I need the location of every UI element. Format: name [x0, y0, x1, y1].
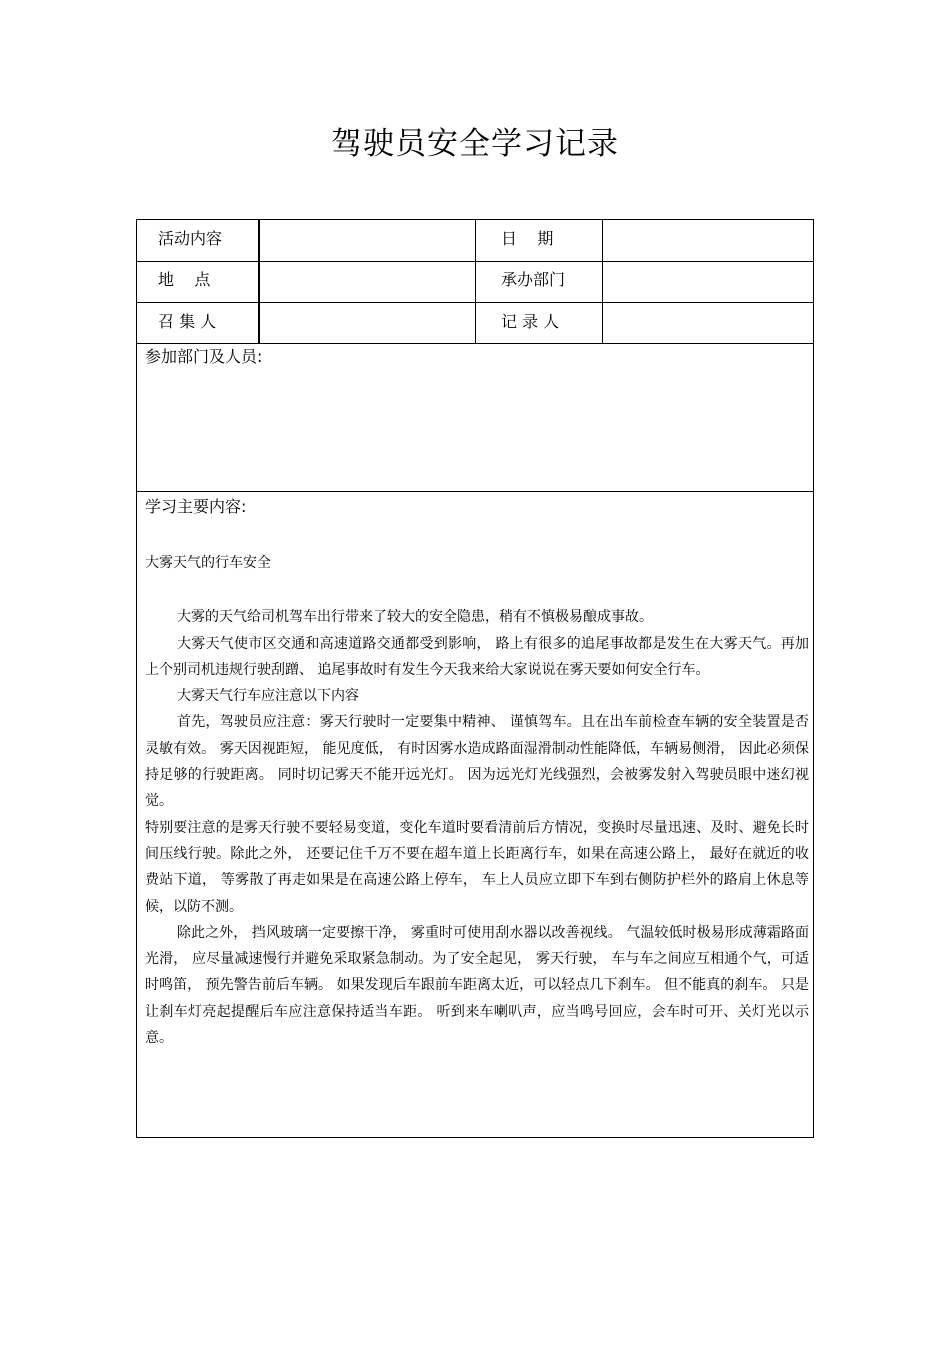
content-paragraph: 大雾天气行车应注意以下内容 [177, 688, 359, 705]
content-paragraph: 除此之外， 挡风玻璃一定要擦干净， 雾重时可使用刮水器以改善视线。 气温较低时极易形成薄霜路面光滑， 应尽量减速慢行并避免采取紧急制动。为了安全起见， 雾天行驶， 车与车之间应互相通个气，可适时鸣笛， 预先警告前后车辆。 如果发现后车跟前车距离太近，可以轻点几下刹车。 但不能真的刹车。 只是让刹车灯亮起提醒后车应注意保持适当车距。 听到来车喇叭声，应当鸣号回应，会车时可开、关灯光以示意。 [145, 924, 809, 1047]
study-content [145, 550, 809, 1051]
participants-label: 参加部门及人员: [145, 347, 263, 366]
document-title: 驾驶员安全学习记录 [331, 126, 619, 162]
content-paragraph: 特别要注意的是雾天行驶不要轻易变道，变化车道时要看清前后方情况，变换时尽量迅速、及时、避免长时间压线行驶。除此之外， 还要记住千万不要在超车道上长距离行车，如果在高速公路上， 最好在就近的收费站下道， 等雾散了再走如果是在高速公路上停车， 车上人员应立即下车到右侧防护栏外的路肩上休息等候，以防不测。 [145, 819, 809, 915]
date-label: 日 期 [501, 229, 554, 248]
column-divider [475, 220, 476, 343]
convener-label: 召 集 人 [158, 312, 217, 331]
location-label: 地 点 [158, 270, 211, 289]
content-paragraph: 首先，驾驶员应注意：雾天行驶时一定要集中精神、 谨慎驾车。且在出车前检查车辆的安全装置是否灵敏有效。 雾天因视距短， 能见度低， 有时因雾水造成路面湿滑制动性能降低，车辆易侧滑， 因此必须保持足够的行驶距离。 同时切记雾天不能开远光灯。 因为远光灯光线强烈，会被雾发射入驾驶员眼中迷幻视觉。 [145, 714, 809, 810]
activity-label: 活动内容 [158, 229, 223, 248]
content-paragraph: 大雾天气使市区交通和高速道路交通都受到影响， 路上有很多的追尾事故都是发生在大雾天气。再加上个别司机违规行驶刮蹭、 追尾事故时有发生今天我来给大家说说在雾天要如何安全行车。 [145, 635, 809, 678]
study-record-form [136, 219, 814, 1138]
content-subtitle: 大雾天气的行车安全 [145, 555, 271, 571]
column-divider [602, 220, 603, 343]
content-paragraph: 大雾的天气给司机驾车出行带来了较大的安全隐患，稍有不慎极易酿成事故。 [177, 609, 653, 626]
department-label: 承办部门 [501, 270, 566, 289]
content-label: 学习主要内容: [145, 497, 247, 516]
row-divider [137, 343, 813, 344]
row-divider [137, 491, 813, 492]
recorder-label: 记 录 人 [501, 312, 560, 331]
column-divider [258, 220, 260, 343]
